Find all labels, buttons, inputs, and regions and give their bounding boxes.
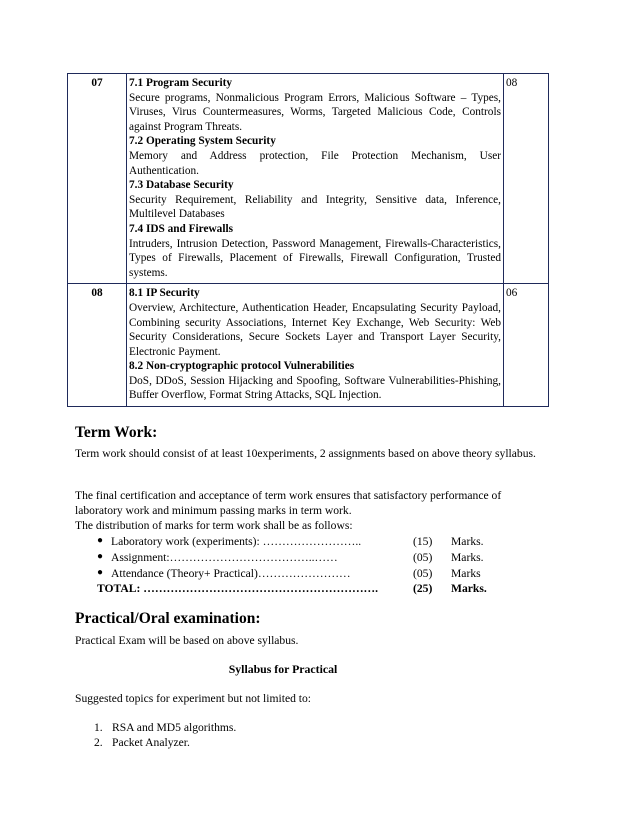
marks-value: (15) xyxy=(413,535,433,548)
term-work-paragraph: Term work should consist of at least 10experiments, 2 assignments based on above theory syllabus. xyxy=(75,447,536,460)
syllabus-table xyxy=(67,73,549,407)
marks-label: Laboratory work (experiments): …………………….. xyxy=(111,535,362,548)
table-row xyxy=(68,74,549,284)
certification-paragraph: The final certification and acceptance of term work ensures that satisfactory performance of laboratory work and minimum passing marks in term work. xyxy=(75,489,502,517)
module-hours: 06 xyxy=(504,284,549,407)
topic-description: Memory and Address protection, File Protection Mechanism, User Authentication. xyxy=(129,149,501,177)
bullet-icon: ● xyxy=(97,567,104,578)
module-number: 08 xyxy=(68,284,127,407)
topic-title: 8.1 IP Security xyxy=(129,287,200,300)
module-content xyxy=(127,284,504,407)
practical-heading: Practical/Oral examination: xyxy=(75,610,261,627)
item-number: 1. xyxy=(94,721,103,734)
topic-title: 7.2 Operating System Security xyxy=(129,135,276,148)
topic-title: 8.2 Non-cryptographic protocol Vulnerabilities xyxy=(129,360,355,373)
item-text: RSA and MD5 algorithms. xyxy=(112,721,237,734)
module-content xyxy=(127,74,504,284)
module-hours: 08 xyxy=(504,74,549,284)
module-number: 07 xyxy=(68,74,127,284)
marks-value: (05) xyxy=(413,567,433,580)
marks-value: (05) xyxy=(413,551,433,564)
bullet-icon: ● xyxy=(97,535,104,546)
bullet-icon: ● xyxy=(97,551,104,562)
total-value: (25) xyxy=(413,582,433,595)
distribution-paragraph: The distribution of marks for term work shall be as follows: xyxy=(75,519,353,532)
item-text: Packet Analyzer. xyxy=(112,736,190,749)
total-unit: Marks. xyxy=(451,582,487,595)
total-label: TOTAL: ……………………………………………………. xyxy=(97,582,379,595)
marks-unit: Marks. xyxy=(451,535,484,548)
topic-title: 7.4 IDS and Firewalls xyxy=(129,222,233,235)
term-work-heading: Term Work: xyxy=(75,424,158,441)
marks-label: Attendance (Theory+ Practical)…………………… xyxy=(111,567,351,580)
topic-description: Security Requirement, Reliability and Integrity, Sensitive data, Inference, Multilevel Databases xyxy=(129,193,501,221)
marks-unit: Marks. xyxy=(451,551,484,564)
practical-paragraph: Practical Exam will be based on above syllabus. xyxy=(75,634,299,647)
practical-syllabus-title: Syllabus for Practical xyxy=(228,662,338,676)
topic-description: Secure programs, Nonmalicious Program Errors, Malicious Software – Types, Viruses, Virus Countermeasures, Worms, Targeted Malicious Code, Controls against Program Threats. xyxy=(129,91,501,133)
topic-description: DoS, DDoS, Session Hijacking and Spoofing, Software Vulnerabilities-Phishing, Buffer Overflow, Format String Attacks, SQL Injection. xyxy=(129,374,501,402)
topic-description: Overview, Architecture, Authentication Header, Encapsulating Security Payload, Combining security Associations, Internet Key Exchange, Web Security: Web Security Considerations, Secure Sockets Layer and Transport Layer Security, Electronic Payment. xyxy=(129,301,501,358)
marks-total xyxy=(97,582,487,595)
marks-unit: Marks xyxy=(451,567,481,580)
suggested-topics-paragraph: Suggested topics for experiment but not limited to: xyxy=(75,692,312,705)
marks-label: Assignment:………………………………..…… xyxy=(111,551,338,564)
topic-title: 7.3 Database Security xyxy=(129,179,234,192)
item-number: 2. xyxy=(94,736,103,749)
table-row xyxy=(68,284,549,407)
topic-title: 7.1 Program Security xyxy=(129,77,233,89)
topic-description: Intruders, Intrusion Detection, Password Management, Firewalls-Characteristics, Types of Firewalls, Placement of Firewalls, Firewall Configuration, Trusted systems. xyxy=(129,237,501,279)
